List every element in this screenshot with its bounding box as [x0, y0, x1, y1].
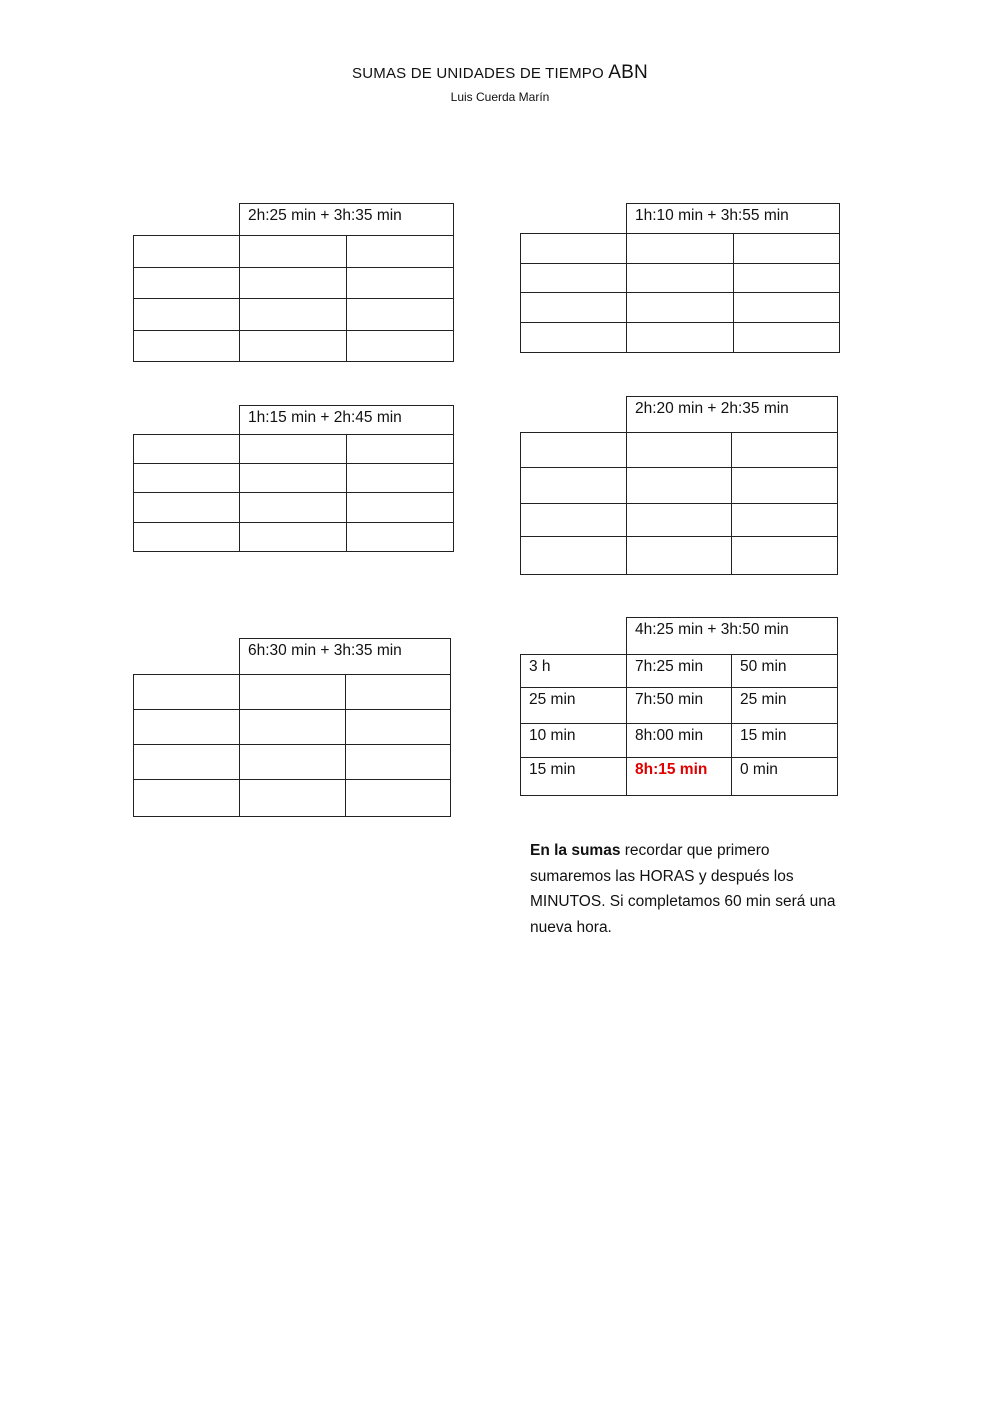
answer-cell[interactable] — [627, 293, 734, 323]
operation-cell: 2h:20 min + 2h:35 min — [627, 397, 838, 433]
title-suffix: ABN — [608, 62, 648, 83]
answer-cell[interactable] — [347, 464, 454, 493]
answer-cell: 25 min — [521, 688, 627, 724]
answer-cell[interactable] — [134, 435, 240, 464]
answer-cell: 15 min — [732, 724, 838, 758]
answer-cell[interactable] — [347, 493, 454, 523]
answer-cell[interactable] — [347, 435, 454, 464]
blank-cell — [521, 204, 627, 234]
answer-cell: 15 min — [521, 758, 627, 796]
answer-cell[interactable] — [240, 675, 346, 710]
blank-cell — [134, 406, 240, 435]
answer-cell[interactable] — [734, 323, 840, 353]
exercise-table-1 — [133, 203, 454, 362]
operation-cell: 1h:15 min + 2h:45 min — [240, 406, 454, 435]
answer-cell[interactable] — [627, 264, 734, 293]
answer-cell[interactable] — [347, 236, 454, 268]
answer-cell: 10 min — [521, 724, 627, 758]
answer-cell[interactable] — [627, 537, 732, 575]
exercise-table-3 — [133, 405, 454, 552]
answer-cell[interactable] — [347, 331, 454, 362]
exercise-table-5 — [133, 638, 451, 817]
answer-cell[interactable] — [134, 675, 240, 710]
answer-cell[interactable] — [732, 537, 838, 575]
answer-cell[interactable] — [346, 710, 451, 745]
answer-cell[interactable] — [134, 464, 240, 493]
answer-cell: 50 min — [732, 655, 838, 688]
answer-cell[interactable] — [240, 236, 347, 268]
note-text: recordar que primero sumaremos las HORAS y después los MINUTOS. Si completamos 60 min será una nueva hora. — [530, 842, 836, 936]
answer-cell[interactable] — [240, 435, 347, 464]
answer-cell[interactable] — [346, 780, 451, 817]
answer-cell[interactable] — [732, 504, 838, 537]
answer-cell[interactable] — [627, 504, 732, 537]
exercise-table-2 — [520, 203, 840, 353]
answer-cell[interactable] — [347, 268, 454, 299]
answer-cell[interactable] — [627, 234, 734, 264]
answer-cell[interactable] — [134, 710, 240, 745]
answer-cell[interactable] — [521, 468, 627, 504]
answer-cell[interactable] — [521, 504, 627, 537]
blank-cell — [134, 639, 240, 675]
answer-cell[interactable] — [521, 293, 627, 323]
blank-cell — [134, 204, 240, 236]
instruction-note — [530, 838, 840, 940]
answer-cell[interactable] — [134, 268, 240, 299]
answer-cell[interactable] — [240, 710, 346, 745]
answer-cell[interactable] — [521, 537, 627, 575]
answer-cell[interactable] — [734, 234, 840, 264]
answer-cell[interactable] — [521, 433, 627, 468]
note-bold: En la sumas — [530, 842, 621, 859]
answer-cell: 7h:25 min — [627, 655, 732, 688]
answer-cell[interactable] — [240, 464, 347, 493]
answer-cell[interactable] — [134, 299, 240, 331]
answer-cell[interactable] — [347, 299, 454, 331]
answer-cell[interactable] — [732, 468, 838, 504]
answer-cell[interactable] — [240, 268, 347, 299]
operation-cell: 1h:10 min + 3h:55 min — [627, 204, 840, 234]
title-text: SUMAS DE UNIDADES DE TIEMPO — [352, 65, 604, 82]
answer-cell: 25 min — [732, 688, 838, 724]
answer-cell[interactable] — [346, 745, 451, 780]
answer-cell: 0 min — [732, 758, 838, 796]
answer-cell[interactable] — [134, 236, 240, 268]
answer-cell[interactable] — [134, 523, 240, 552]
answer-cell[interactable] — [521, 323, 627, 353]
answer-cell[interactable] — [240, 780, 346, 817]
answer-cell[interactable] — [521, 264, 627, 293]
answer-cell[interactable] — [734, 293, 840, 323]
answer-cell: 3 h — [521, 655, 627, 688]
operation-cell: 2h:25 min + 3h:35 min — [240, 204, 454, 236]
answer-cell[interactable] — [240, 299, 347, 331]
answer-cell: 8h:00 min — [627, 724, 732, 758]
answer-cell[interactable] — [240, 745, 346, 780]
operation-cell: 4h:25 min + 3h:50 min — [627, 618, 838, 655]
answer-cell[interactable] — [134, 745, 240, 780]
blank-cell — [521, 397, 627, 433]
answer-cell[interactable] — [627, 323, 734, 353]
operation-cell: 6h:30 min + 3h:35 min — [240, 639, 451, 675]
answer-cell[interactable] — [134, 780, 240, 817]
answer-cell[interactable] — [240, 523, 347, 552]
example-table — [520, 617, 838, 796]
answer-cell[interactable] — [627, 433, 732, 468]
answer-cell[interactable] — [627, 468, 732, 504]
blank-cell — [521, 618, 627, 655]
page-title — [0, 62, 1000, 84]
answer-cell[interactable] — [346, 675, 451, 710]
answer-cell[interactable] — [240, 493, 347, 523]
exercise-table-4 — [520, 396, 838, 575]
answer-cell: 7h:50 min — [627, 688, 732, 724]
answer-cell[interactable] — [521, 234, 627, 264]
author-name: Luis Cuerda Marín — [450, 90, 550, 104]
answer-cell[interactable] — [734, 264, 840, 293]
answer-cell[interactable] — [732, 433, 838, 468]
answer-cell[interactable] — [240, 331, 347, 362]
result-cell: 8h:15 min — [627, 758, 732, 796]
answer-cell[interactable] — [347, 523, 454, 552]
answer-cell[interactable] — [134, 331, 240, 362]
answer-cell[interactable] — [134, 493, 240, 523]
